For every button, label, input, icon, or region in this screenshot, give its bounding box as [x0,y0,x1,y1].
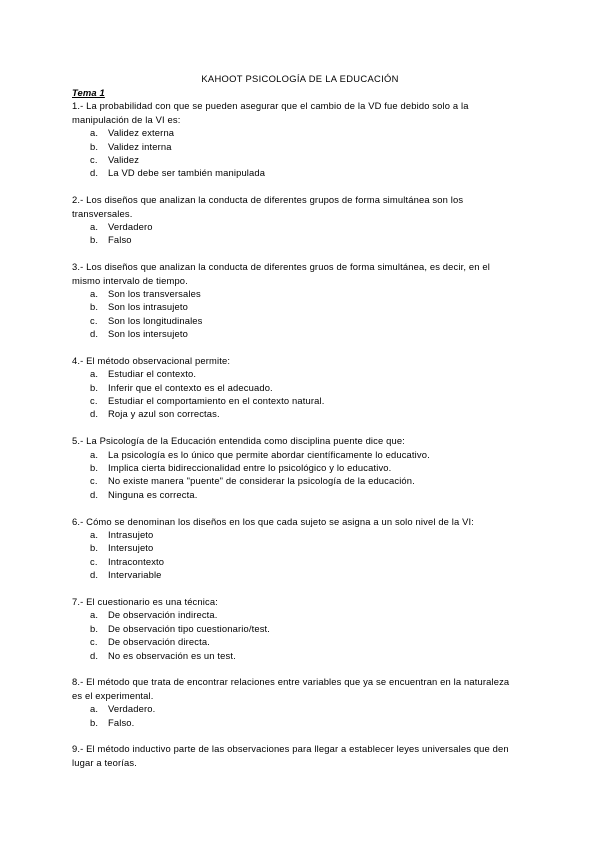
option-d [72,327,528,340]
option-b [72,140,528,153]
option-letter: d. [90,649,99,661]
option-b [72,541,528,554]
question-line: lugar a teorías. [72,756,137,768]
question-6 [72,515,528,582]
option-letter: c. [90,153,98,165]
option-letter: b. [90,301,99,313]
option-a [72,702,528,715]
options-list [72,448,528,502]
option-letter: a. [90,529,99,541]
option-text: No es observación es un test. [108,649,236,661]
option-b [72,233,528,246]
option-text: Ninguna es correcta. [108,488,198,500]
question-text [72,99,528,126]
option-a [72,287,528,300]
question-text [72,434,528,447]
option-letter: a. [90,448,99,460]
option-text: Son los intrasujeto [108,301,188,313]
question-9 [72,742,528,769]
question-8 [72,675,528,729]
section-heading: Tema 1 [72,87,105,98]
option-b [72,300,528,313]
option-letter: b. [90,622,99,634]
question-line: 6.- Cómo se denominan los diseños en los que cada sujeto se asigna a un solo nivel de la VI: [72,515,475,527]
option-letter: a. [90,368,99,380]
question-line: 3.- Los diseños que analizan la conducta de diferentes gruos de forma simultánea, es decir, en el [72,261,490,273]
option-c [72,394,528,407]
option-letter: c. [90,636,98,648]
question-text [72,742,528,769]
option-text: Validez [108,153,140,165]
options-list [72,528,528,582]
question-line: 5.- La Psicología de la Educación entendida como disciplina puente dice que: [72,435,405,447]
option-text: Intersujeto [108,542,154,554]
option-d [72,649,528,662]
option-letter: a. [90,703,99,715]
question-3 [72,260,528,340]
question-line: 8.- El método que trata de encontrar relaciones entre variables que ya se encuentran en la naturaleza [72,676,510,688]
option-text: La psicología es lo único que permite abordar científicamente lo educativo. [108,448,430,460]
question-line: 2.- Los diseños que analizan la conducta de diferentes grupos de forma simultánea son los [72,194,464,206]
document-page [72,72,528,783]
options-list [72,220,528,247]
option-c [72,474,528,487]
option-text: La VD debe ser también manipulada [108,167,266,179]
option-b [72,381,528,394]
option-letter: b. [90,716,99,728]
option-text: De observación indirecta. [108,609,218,621]
option-b [72,461,528,474]
option-letter: c. [90,314,98,326]
option-letter: b. [90,234,99,246]
option-text: Intracontexto [108,555,165,567]
option-letter: a. [90,609,99,621]
question-line: manipulación de la VI es: [72,113,181,125]
option-text: Intrasujeto [108,529,154,541]
option-d [72,488,528,501]
option-text: Falso. [108,716,135,728]
question-1 [72,99,528,179]
option-letter: a. [90,127,99,139]
option-letter: d. [90,167,99,179]
question-text [72,354,528,367]
option-text: Estudiar el contexto. [108,368,197,380]
question-line: 4.- El método observacional permite: [72,354,231,366]
option-text: Validez externa [108,127,175,139]
question-line: transversales. [72,207,133,219]
option-d [72,407,528,420]
option-a [72,126,528,139]
question-line: 7.- El cuestionario es una técnica: [72,595,218,607]
options-list [72,367,528,421]
option-text: Son los transversales [108,287,201,299]
option-text: Son los longitudinales [108,314,203,326]
option-letter: b. [90,542,99,554]
option-text: Inferir que el contexto es el adecuado. [108,381,273,393]
question-7 [72,595,528,662]
question-4 [72,354,528,421]
question-text [72,260,528,287]
option-letter: c. [90,555,98,567]
option-a [72,608,528,621]
options-list [72,608,528,662]
option-c [72,314,528,327]
options-list [72,702,528,729]
option-text: Validez interna [108,140,172,152]
option-text: Verdadero. [108,703,156,715]
option-a [72,220,528,233]
option-text: Roja y azul son correctas. [108,408,220,420]
option-letter: b. [90,462,99,474]
options-list [72,287,528,341]
option-b [72,622,528,635]
option-letter: d. [90,569,99,581]
option-text: De observación tipo cuestionario/test. [108,622,271,634]
option-letter: c. [90,395,98,407]
question-2 [72,193,528,247]
option-text: De observación directa. [108,636,210,648]
option-text: Son los intersujeto [108,328,188,340]
option-a [72,367,528,380]
option-text: Verdadero [108,220,153,232]
option-letter: d. [90,408,99,420]
option-letter: c. [90,475,98,487]
option-b [72,716,528,729]
option-letter: d. [90,328,99,340]
option-text: Falso [108,234,132,246]
question-text [72,193,528,220]
question-text [72,515,528,528]
option-text: Intervariable [108,569,162,581]
option-a [72,528,528,541]
option-letter: a. [90,220,99,232]
question-line: 1.- La probabilidad con que se pueden asegurar que el cambio de la VD fue debido solo a la [72,100,469,112]
options-list [72,126,528,180]
question-5 [72,434,528,501]
option-d [72,568,528,581]
question-text [72,675,528,702]
question-text [72,595,528,608]
option-letter: b. [90,140,99,152]
option-text: No existe manera "puente" de considerar la psicología de la educación. [108,475,415,487]
option-text: Implica cierta bidireccionalidad entre lo psicológico y lo educativo. [108,462,392,474]
option-d [72,166,528,179]
option-a [72,448,528,461]
option-c [72,555,528,568]
question-line: mismo intervalo de tiempo. [72,274,188,286]
option-letter: d. [90,488,99,500]
question-line: es el experimental. [72,689,154,701]
question-line: 9.- El método inductivo parte de las observaciones para llegar a establecer leyes universales que den [72,743,509,755]
option-c [72,153,528,166]
option-letter: b. [90,381,99,393]
document-title: KAHOOT PSICOLOGÍA DE LA EDUCACIÓN [201,73,399,84]
option-text: Estudiar el comportamiento en el contexto natural. [108,395,325,407]
option-letter: a. [90,287,99,299]
option-c [72,635,528,648]
